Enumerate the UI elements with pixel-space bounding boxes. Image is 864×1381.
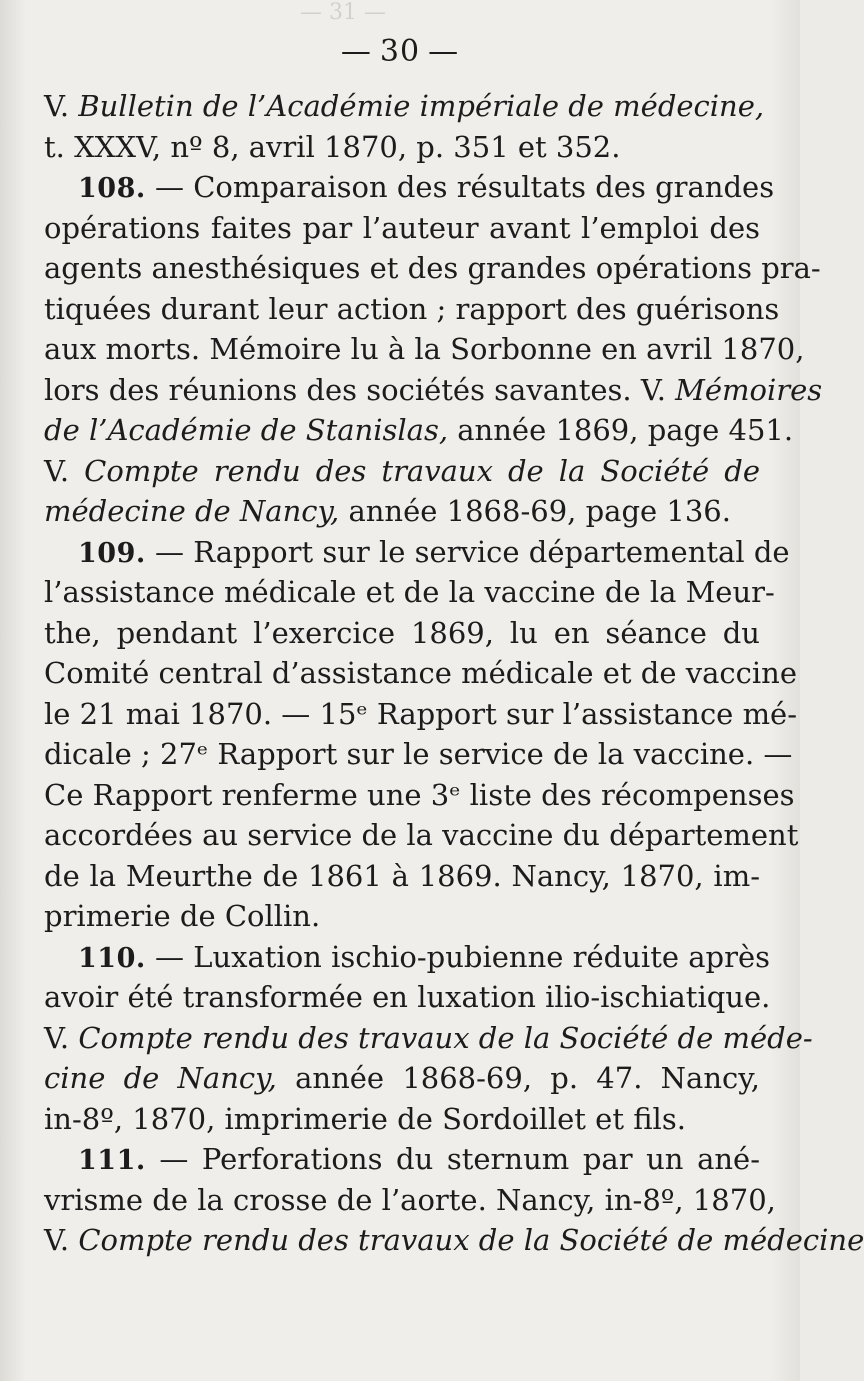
text-fragment: de l’Académie de Stanislas, [44,413,449,447]
text-fragment: le 21 mai 1870. — 15ᵉ Rapport sur l’assistance mé- [44,696,798,731]
text-line [44,734,793,775]
text-fragment: — Perforations du sternum par un ané- [145,1142,760,1176]
text-line [44,896,760,937]
text-fragment: tiquées durant leur action ; rapport des guérisons [44,291,780,326]
text-fragment: accordées au service de la vaccine du département [44,818,799,852]
text-fragment: opérations faites par l’auteur avant l’emploi des [44,210,760,245]
text-fragment: agents anesthésiques et des grandes opérations pra- [44,251,821,285]
text-line [44,977,771,1018]
text-line [44,491,760,532]
text-fragment: de la Meurthe de 1861 à 1869. Nancy, 1870, im- [44,858,760,893]
body-text [44,86,864,1261]
text-line [44,613,760,654]
page-number [0,34,800,69]
text-fragment: Comité central d’assistance médicale et de vaccine [44,656,798,690]
show-through-text: — 31 — [300,0,386,25]
text-fragment: V. [44,453,85,488]
entry-number: 110. [78,942,146,974]
text-line [44,167,775,208]
text-fragment: année 1868-69, p. 47. Nancy, [276,1061,760,1095]
page-number-dash-right: — [428,34,460,69]
entry-number: 109. [78,537,146,569]
text-fragment: vrisme de la crosse de l’aorte. Nancy, in-8º, 1870, [44,1182,776,1217]
text-fragment: lors des réunions des sociétés savantes. V. [44,372,676,407]
text-fragment: cine de Nancy, [44,1061,277,1095]
entry-number: 108. [78,173,146,204]
text-fragment: the, pendant l’exercice 1869, lu en séance du [44,615,760,650]
text-line [44,410,794,451]
text-fragment: aux morts. Mémoire lu à la Sorbonne en avril 1870, [44,332,805,366]
text-line [44,370,823,411]
text-line [44,451,760,492]
text-line [44,937,770,978]
text-line [44,1180,776,1221]
text-line [44,653,798,694]
text-line [44,856,760,897]
text-line [44,572,775,613]
text-fragment: — Rapport sur le service départemental de [145,534,790,569]
text-line [44,532,790,573]
text-line [44,775,795,816]
text-line [44,329,805,370]
text-fragment: année 1869, page 451. [448,413,794,447]
text-fragment: Compte rendu des travaux de la Société de médecine [78,1223,864,1257]
text-line [44,1139,760,1180]
text-fragment: l’assistance médicale et de la vaccine de la Meur- [44,575,775,609]
text-fragment: dicale ; 27ᵉ Rapport sur le service de la vaccine. — [44,737,793,771]
text-line [44,815,799,856]
text-line [44,1058,760,1099]
text-line [44,1220,864,1261]
text-line [44,127,760,168]
text-line [44,289,780,330]
text-fragment: — Luxation ischio-pubienne réduite après [145,939,770,974]
text-fragment: V. [44,1020,79,1055]
text-fragment: — Comparaison des résultats des grandes [145,170,775,204]
text-line [44,1018,813,1059]
text-line [44,694,798,735]
text-fragment: in-8º, 1870, imprimerie de Sordoillet et fils. [44,1101,686,1136]
text-fragment: Bulletin de l’Académie impériale de médecine, [78,89,765,123]
text-fragment: V. [44,89,79,123]
text-line [44,248,821,289]
text-line [44,86,765,127]
text-fragment: Ce Rapport renferme une 3ᵉ liste des récompenses [44,777,795,812]
text-fragment: t. XXXV, nº 8, avril 1870, p. 351 et 352. [44,129,621,164]
text-fragment: médecine de Nancy, [44,494,340,528]
text-fragment: Compte rendu des travaux de la Société de [84,453,760,488]
page-number-value: 30 [379,34,421,69]
text-fragment: V. [44,1223,79,1257]
text-line [44,1099,760,1140]
text-fragment: avoir été transformée en luxation ilio-ischiatique. [44,980,771,1014]
page-number-dash-left: — [340,34,372,69]
text-fragment: année 1868-69, page 136. [339,494,731,528]
entry-number: 111. [78,1145,146,1176]
text-fragment: primerie de Collin. [44,899,321,933]
text-line [44,208,760,249]
text-fragment: Mémoires [675,372,823,407]
text-fragment: Compte rendu des travaux de la Société de méde- [78,1020,813,1055]
